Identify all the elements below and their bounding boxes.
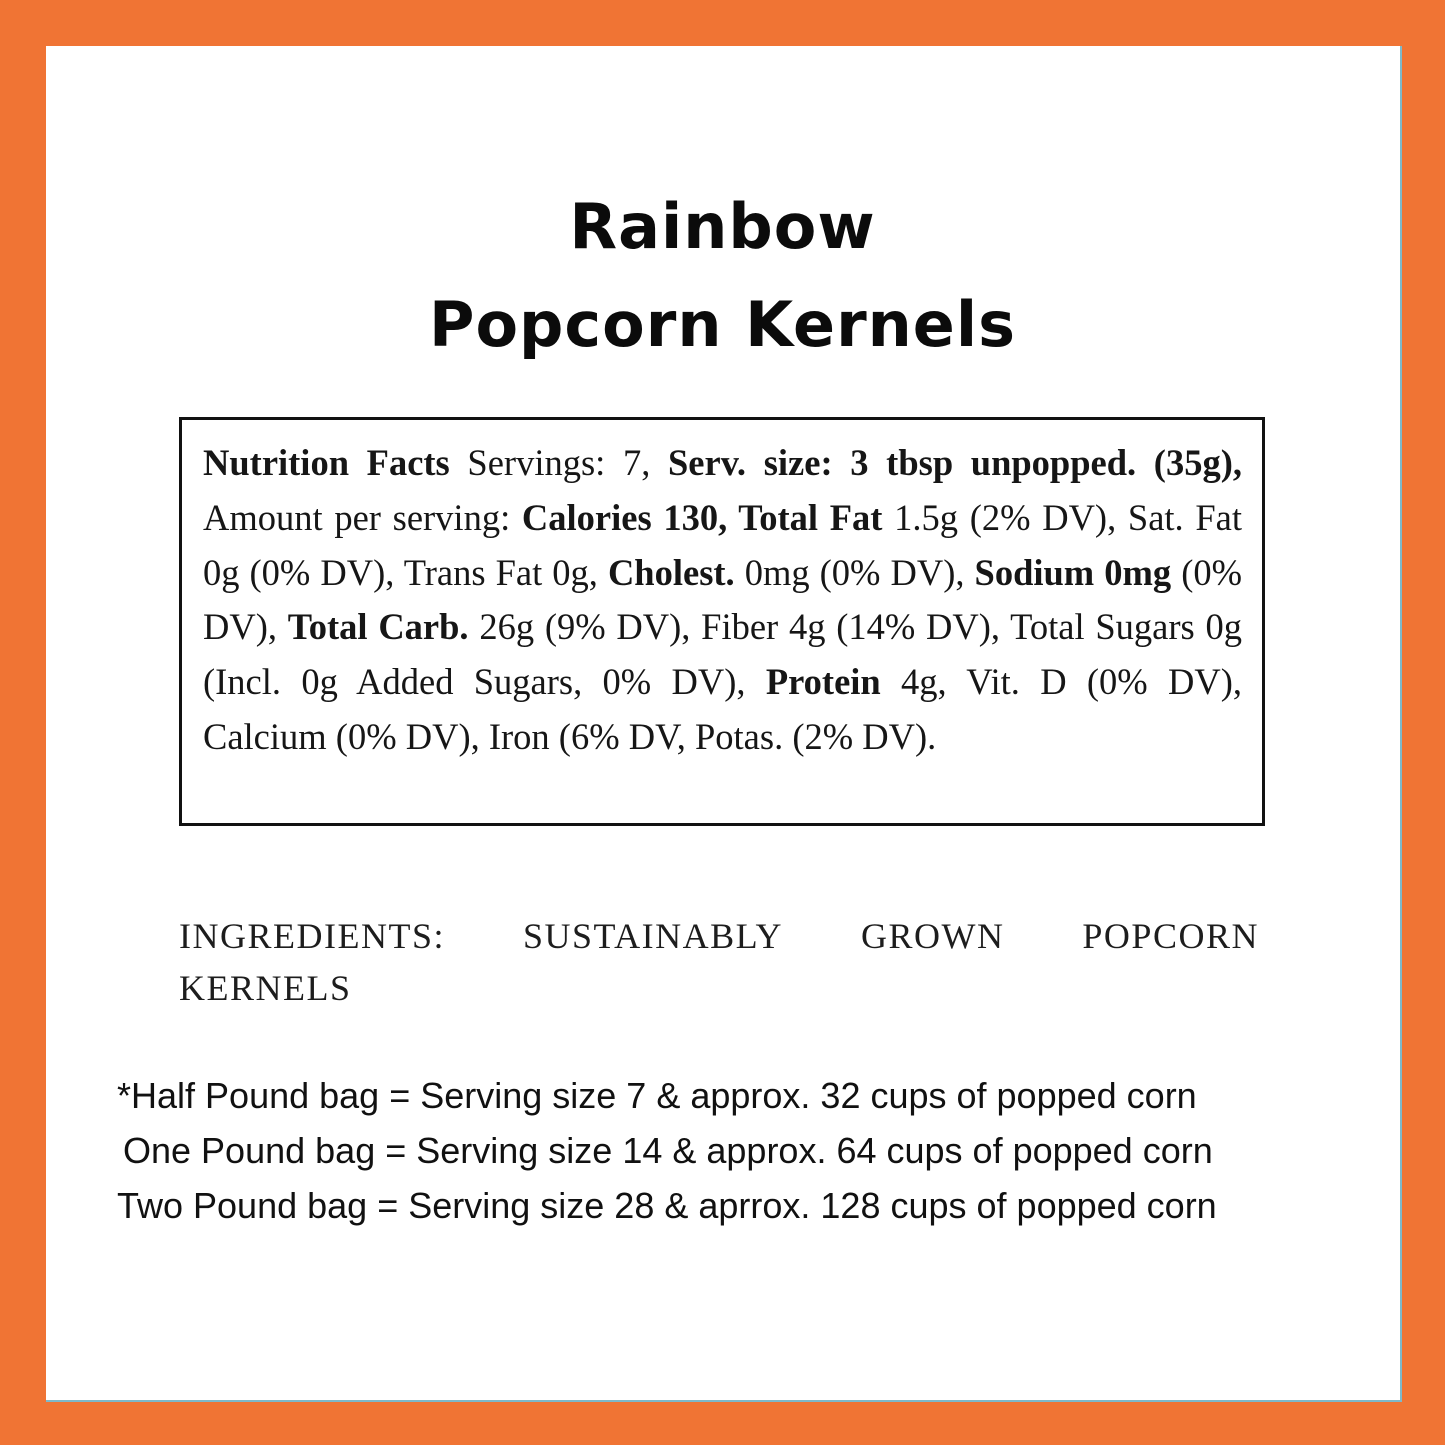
sodium-value: (0% DV), bbox=[203, 551, 1242, 648]
carb-label: Total Carb. bbox=[287, 606, 469, 648]
protein-label: Protein bbox=[765, 661, 881, 703]
one-pound-note: One Pound bag = Serving size 14 & approx. 64 cups of popped corn bbox=[123, 1130, 1213, 1171]
total-fat-value: 1.5g (2% DV), Sat. Fat 0g (0% DV), Trans Fat 0g, bbox=[203, 496, 1242, 593]
serving-size: Serv. size: 3 tbsp unpopped. (35g), bbox=[668, 442, 1242, 483]
half-pound-note: *Half Pound bag = Serving size 7 & approx. 32 cups of popped corn bbox=[117, 1075, 1197, 1116]
ingredients-line-2: KERNELS bbox=[179, 968, 352, 1008]
protein-value: 4g, Vit. D (0% DV), Calcium (0% DV), Iron (6% DV, Potas. (2% DV). bbox=[203, 661, 1242, 757]
ingredients-word: GROWN bbox=[860, 916, 1005, 956]
ingredients-word: INGREDIENTS: bbox=[179, 916, 445, 956]
carb-value: 26g (9% DV), Fiber 4g (14% DV), Total Sugars 0g (Incl. 0g Added Sugars, 0% DV), bbox=[203, 606, 1243, 703]
ingredients-word: POPCORN bbox=[1082, 916, 1259, 956]
bag-size-notes bbox=[0, 1068, 1445, 1233]
servings-text: Servings: 7, bbox=[449, 442, 668, 483]
nutrition-facts-text bbox=[203, 436, 1242, 765]
cholesterol-label: Cholest. bbox=[607, 551, 735, 593]
nutrition-heading: Nutrition Facts bbox=[203, 442, 450, 483]
ingredients-statement bbox=[179, 910, 1259, 1014]
two-pound-note: Two Pound bag = Serving size 28 & aprrox. 128 cups of popped corn bbox=[117, 1185, 1217, 1226]
title-line-1: Rainbow bbox=[569, 190, 876, 263]
product-title bbox=[0, 178, 1445, 374]
calories: Calories 130, bbox=[521, 496, 739, 538]
ingredients-word: SUSTAINABLY bbox=[522, 916, 783, 956]
sodium-label: Sodium 0mg bbox=[974, 551, 1172, 593]
total-fat-label: Total Fat bbox=[738, 496, 883, 538]
ingredients-line-1 bbox=[179, 910, 1259, 962]
amount-label: Amount per serving: bbox=[203, 496, 522, 538]
nutrition-facts-box bbox=[179, 417, 1265, 826]
title-line-2: Popcorn Kernels bbox=[429, 288, 1016, 361]
cholesterol-value: 0mg (0% DV), bbox=[734, 551, 975, 593]
